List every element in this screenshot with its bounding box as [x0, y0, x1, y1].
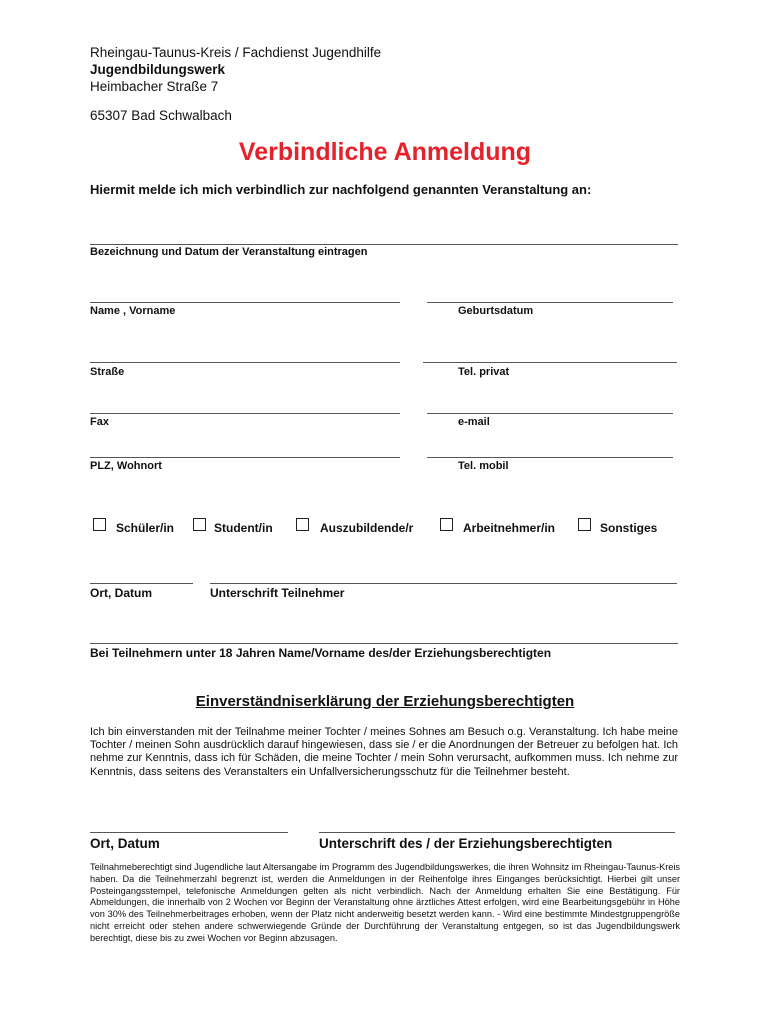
checkbox-arbeitnehmer[interactable]: [440, 518, 453, 531]
event-label: Bezeichnung und Datum der Veranstaltung eintragen: [90, 246, 368, 258]
birthdate-label: Geburtsdatum: [458, 305, 534, 317]
place-date-input-line[interactable]: [90, 583, 193, 584]
fax-label: Fax: [90, 416, 109, 428]
guardian-signature-label: Unterschrift des / der Erziehungsberechtigten: [319, 836, 613, 851]
phone-mobile-label: Tel. mobil: [458, 460, 509, 472]
email-label: e-mail: [458, 416, 490, 428]
phone-mobile-input-line[interactable]: [427, 457, 673, 458]
checkbox-schueler[interactable]: [93, 518, 106, 531]
event-input-line[interactable]: [90, 244, 678, 245]
intro-text: Hiermit melde ich mich verbindlich zur nachfolgend genannten Veranstaltung an:: [90, 182, 592, 197]
consent-place-date-line[interactable]: [90, 832, 288, 833]
city-label: PLZ, Wohnort: [90, 460, 162, 472]
checkbox-student[interactable]: [193, 518, 206, 531]
checkbox-label-arbeitnehmer: Arbeitnehmer/in: [463, 521, 556, 535]
guardian-signature-line[interactable]: [319, 832, 675, 833]
street-input-line[interactable]: [90, 362, 400, 363]
name-input-line[interactable]: [90, 302, 400, 303]
address-line-4: 65307 Bad Schwalbach: [90, 108, 232, 123]
consent-text: Ich bin einverstanden mit der Teilnahme meiner Tochter / meines Sohnes am Besuch o.g. Veranstaltung. Ich habe meine Tochter / meinen Sohn ausdrücklich darauf hingewiesen, dass sie / er die Anordnungen der Betreuer zu befolgen hat. Ich nehme zur Kenntnis, dass ich für Schäden, die meine Tochter / mein Sohn verursacht, aufkommen muss. Ich nehme zur Kenntnis, dass seitens des Veranstalters ein Unfallversicherungsschutz für die Teilnehmer besteht.: [90, 726, 678, 778]
phone-private-label: Tel. privat: [458, 366, 510, 378]
address-line-3: Heimbacher Straße 7: [90, 79, 219, 94]
city-input-line[interactable]: [90, 457, 400, 458]
address-line-2: Jugendbildungswerk: [90, 62, 226, 77]
phone-private-input-line[interactable]: [423, 362, 677, 363]
birthdate-input-line[interactable]: [427, 302, 673, 303]
place-date-label: Ort, Datum: [90, 586, 153, 600]
consent-place-date-label: Ort, Datum: [90, 836, 160, 851]
page-title: Verbindliche Anmeldung: [238, 138, 532, 166]
checkbox-label-schueler: Schüler/in: [116, 521, 175, 535]
guardian-name-input-line[interactable]: [90, 643, 678, 644]
email-input-line[interactable]: [427, 413, 673, 414]
checkbox-sonstiges[interactable]: [578, 518, 591, 531]
participant-signature-line[interactable]: [210, 583, 677, 584]
footnote-text: Teilnahmeberechtigt sind Jugendliche laut Altersangabe im Programm des Jugendbildungswerkes, die ihren Wohnsitz im Rheingau-Taunus-Kreis haben. Da die Teilnehmerzahl begrenzt ist, werden die Anmeldungen in der Reihenfolge ihres Einganges berücksichtigt. Hierbei gilt unser Posteingangsstempel, telefonische Anmeldungen gelten als nicht verbindlich. Nach der Anmeldung erhalten Sie eine Bestätigung. Für Abmeldungen, die innerhalb von 2 Wochen vor Beginn der Veranstaltung ohne ärztliches Attest erfolgen, wird eine Bearbeitungsgebühr in Höhe von 30% des Teilnehmerbeitrages erhoben, wenn der Platz nicht anderweitig besetzt werden kann. - Wird eine bestimmte Mindestgruppengröße nicht erreicht oder stehen andere schwerwiegende Gründe der Durchführung der Veranstaltung entgegen, so ist das Jugendbildungswerk berechtigt, diese bis zu zwei Wochen vor Beginn abzusagen.: [90, 862, 680, 943]
checkbox-azubi[interactable]: [296, 518, 309, 531]
participant-signature-label: Unterschrift Teilnehmer: [210, 586, 345, 600]
address-line-1: Rheingau-Taunus-Kreis / Fachdienst Jugendhilfe: [90, 45, 382, 60]
checkbox-label-azubi: Auszubildende/r: [320, 521, 414, 535]
consent-heading: Einverständniserklärung der Erziehungsberechtigten: [195, 693, 575, 710]
checkbox-label-sonstiges: Sonstiges: [600, 521, 658, 535]
fax-input-line[interactable]: [90, 413, 400, 414]
street-label: Straße: [90, 366, 125, 378]
guardian-name-label: Bei Teilnehmern unter 18 Jahren Name/Vorname des/der Erziehungsberechtigten: [90, 646, 552, 660]
name-label: Name , Vorname: [90, 305, 176, 317]
checkbox-label-student: Student/in: [214, 521, 273, 535]
